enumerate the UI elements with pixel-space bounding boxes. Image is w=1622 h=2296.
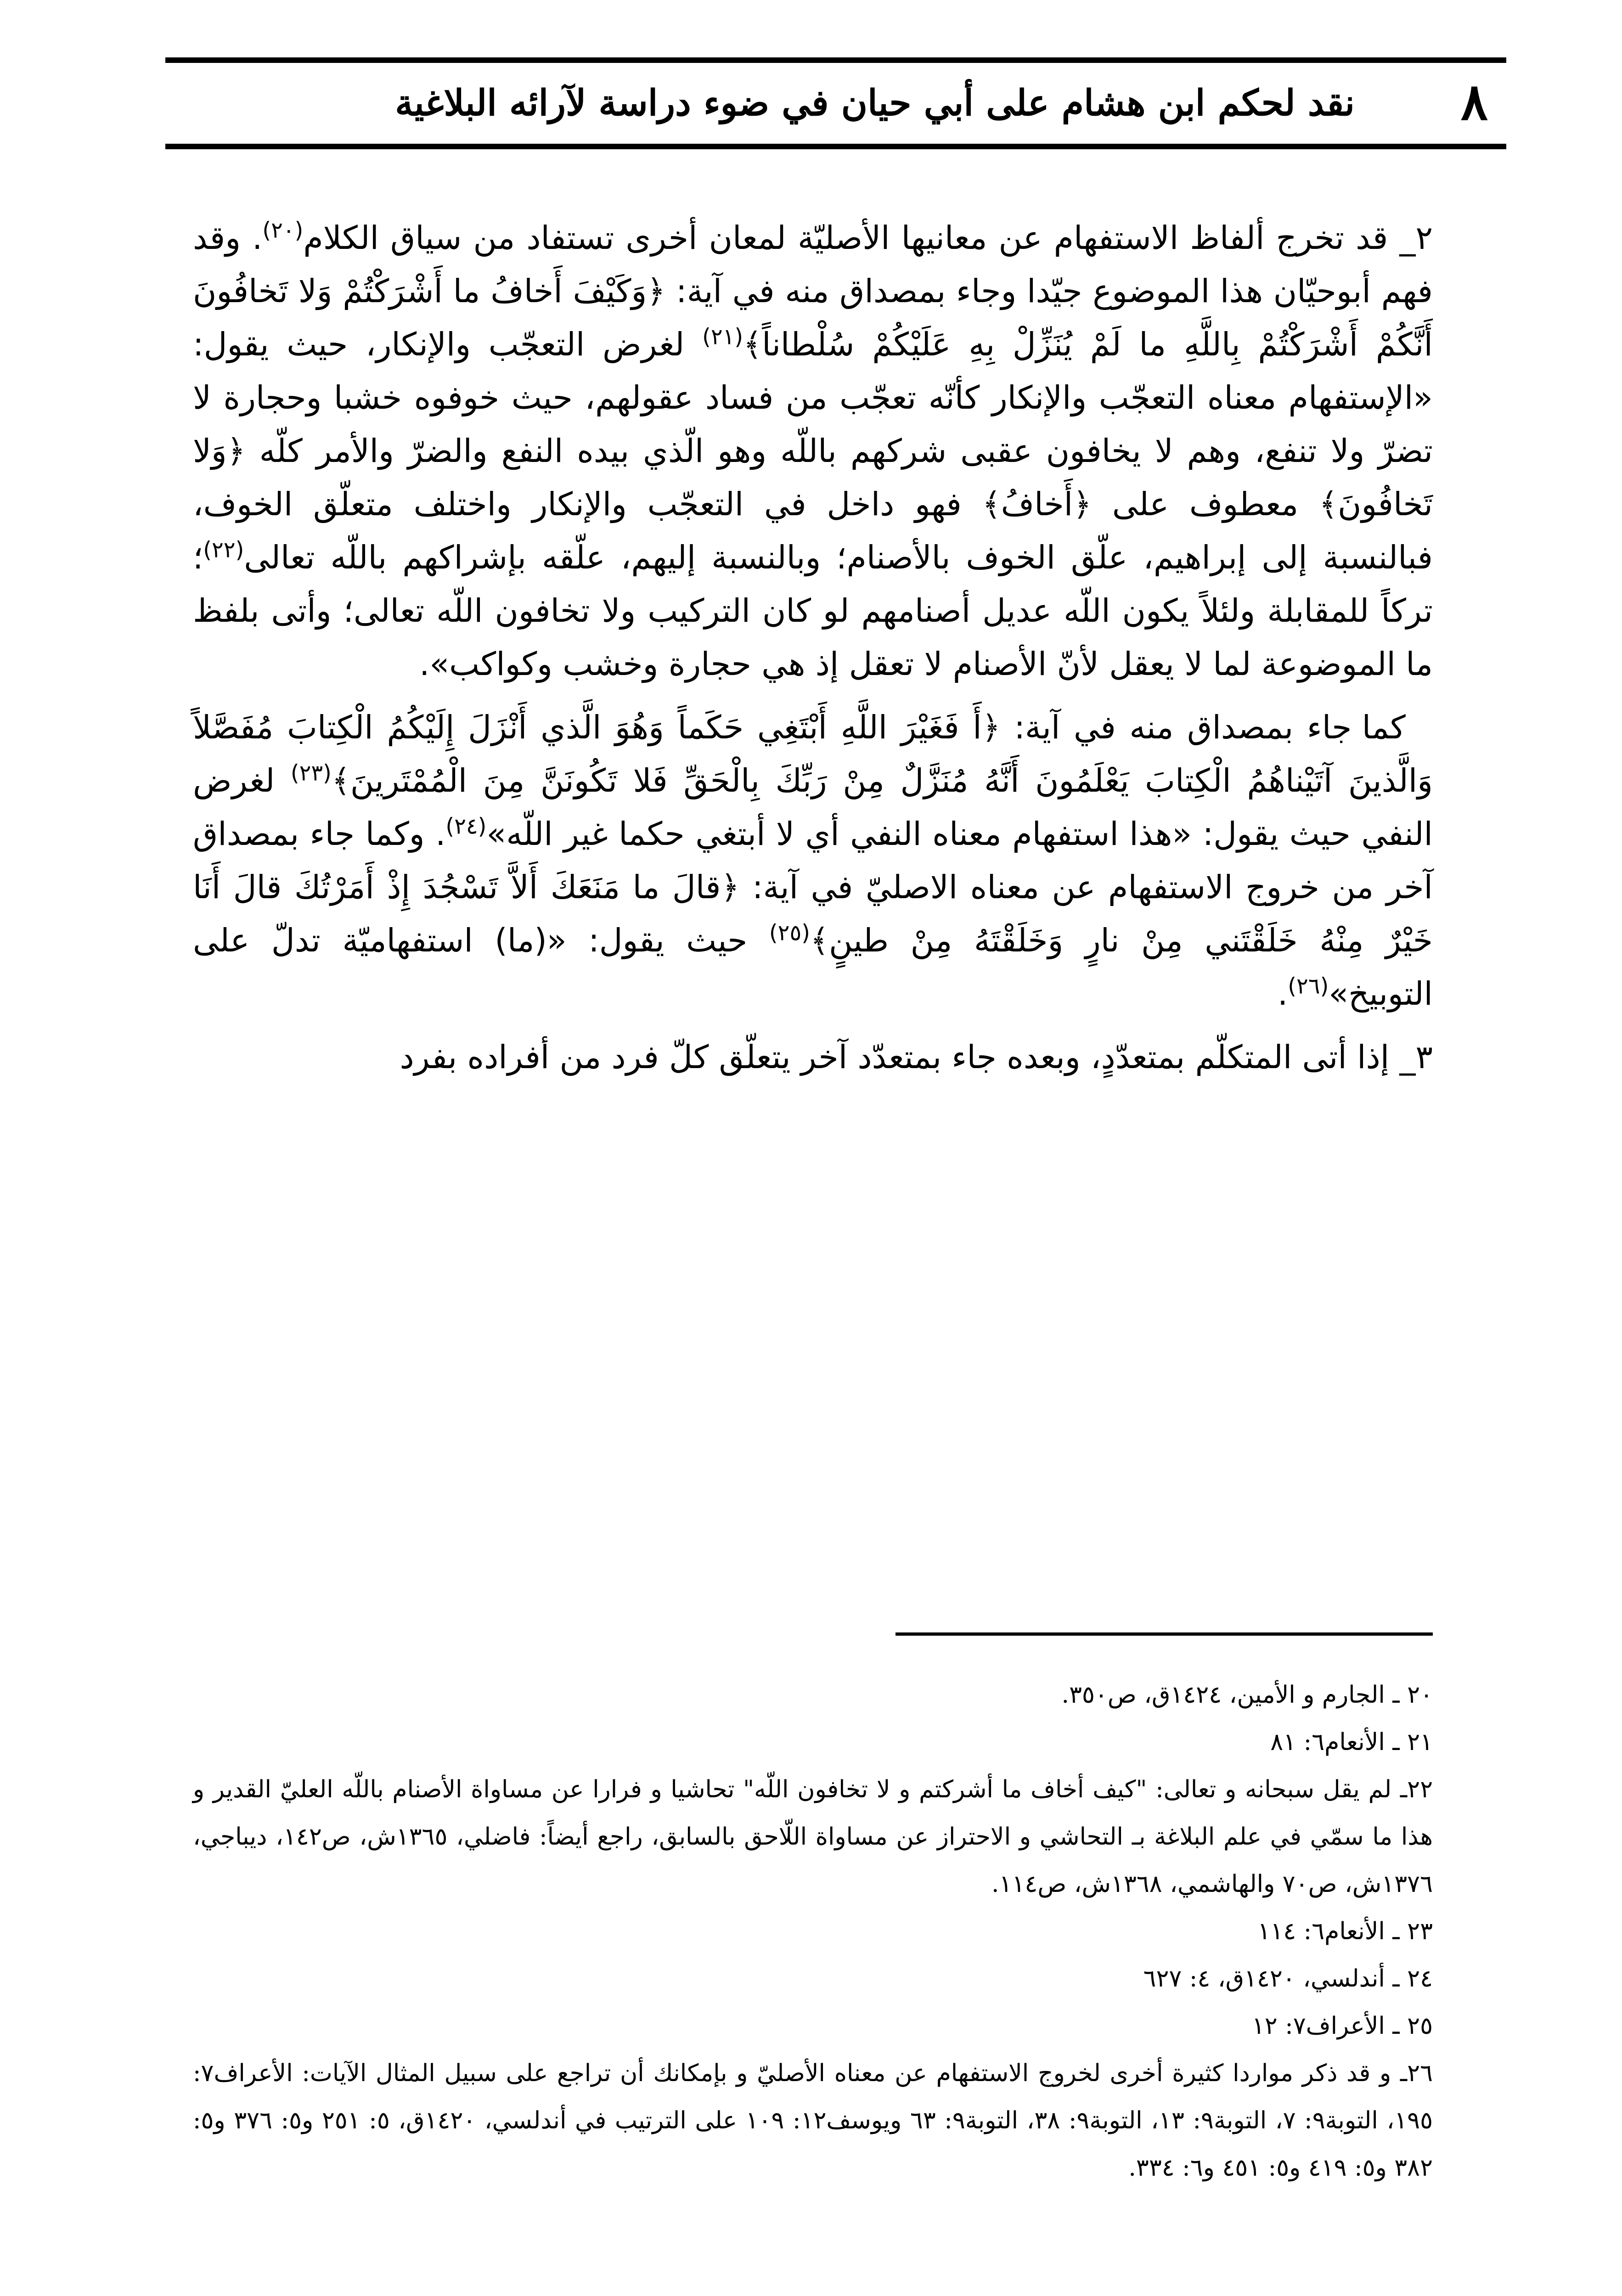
paragraph-2: [193, 211, 1433, 691]
paragraph-2-cont-text-b: لغرض النفي حيث يقول: «هذا استفهام معناه النفي أي لا أبتغي حكما غير اللّه»: [193, 762, 1433, 853]
footnote-22: ٢٢ـ لم يقل سبحانه و تعالى: "كيف أخاف ما أشركتم و لا تخافون اللّه" تحاشيا و فرارا عن مساواة الأصنام باللّه العليّ القدير و هذا ما سمّي في علم البلاغة بـ التحاشي و الاحتراز عن مساواة اللّاحق بالسابق، راجع أيضاً: فاضلي، ١٣٦٥ش، ص١٤٢، ديباجي، ١٣٧٦ش، ص٧٠ والهاشمي، ١٣٦٨ش، ص١١٤.: [193, 1776, 1433, 1898]
footnote-ref-21[interactable]: (٢١): [702, 324, 743, 350]
paragraph-2-text-b: . وقد فهم أبوحيّان هذا الموضوع جيّدا وجاء بمصداق منه في آية: ﴿وَكَيْفَ أَخافُ ما أَشْرَكْتُمْ وَلا تَخافُونَ أَنَّكُمْ أَشْرَكْتُمْ بِاللَّهِ ما لَمْ يُنَزِّلْ بِهِ عَلَيْكُمْ سُلْطاناً﴾: [193, 219, 1433, 363]
footnote-ref-22[interactable]: (٢٢): [203, 537, 244, 563]
paragraph-3: [193, 1030, 1433, 1084]
footnotes: [193, 1671, 1433, 2192]
page-header: [165, 57, 1506, 149]
paragraph-2-cont-text-d: حيث يقول: «(ما) استفهاميّة تدلّ على التوبيخ»: [193, 922, 1433, 1013]
footnote-20: ٢٠ ـ الجارم و الأمين، ١٤٢٤ق، ص٣٥٠.: [1061, 1681, 1433, 1709]
paragraph-2-cont-text-e: .: [1278, 975, 1288, 1013]
paragraph-2-text-a: ٢_ قد تخرج ألفاظ الاستفهام عن معانيها الأصليّة لمعان أخرى تستفاد من سياق الكلام: [303, 219, 1433, 257]
paragraph-2-text-c: لغرض التعجّب والإنكار، حيث يقول: «الإستفهام معناه التعجّب والإنكار كأنّه تعجّب من فساد عقولهم، حيث خوفوه خشبا وحجارة لا تضرّ ولا تنفع، وهم لا يخافون عقبى شركهم باللّه وهو الّذي بيده النفع والضرّ والأمر كلّه ﴿وَلا تَخافُونَ﴾ معطوف على ﴿أَخافُ﴾ فهو داخل في التعجّب والإنكار واختلف متعلّق الخوف، فبالنسبة إلى إبراهيم، علّق الخوف بالأصنام؛ وبالنسبة إليهم، علّقه بإشراكهم باللّه تعالى: [193, 326, 1433, 576]
paragraph-3-text: ٣_ إذا أتى المتكلّم بمتعدّدٍ، وبعده جاء بمتعدّد آخر يتعلّق كلّ فرد من أفراده بفرد: [400, 1038, 1433, 1076]
footnote-26: ٢٦ـ و قد ذكر مواردا كثيرة أخرى لخروج الاستفهام عن معناه الأصليّ و بإمكانك أن تراجع على سبيل المثال الآيات: الأعراف٧: ١٩٥، التوبة٩: ٧، التوبة٩: ١٣، التوبة٩: ٣٨، التوبة٩: ٦٣ ويوسف١٢: ١٠٩ على الترتيب في أندلسي، ١٤٢٠ق، ٥: ٢٥١ و٥: ٣٧٦ و٥: ٣٨٢ و٥: ٤١٩ و٥: ٤٥١ و٦: ٣٣٤.: [193, 2060, 1433, 2182]
footnote-23: ٢٣ ـ الأنعام٦: ١١٤: [1257, 1918, 1433, 1945]
footnote-ref-25[interactable]: (٢٥): [769, 920, 810, 946]
footnote-divider: [895, 1632, 1433, 1636]
footnote-ref-23[interactable]: (٢٣): [290, 760, 332, 786]
page-number: ٨: [1460, 72, 1488, 131]
paragraph-2-cont-text-a: كما جاء بمصداق منه في آية: ﴿أَ فَغَيْرَ اللَّهِ أَبْتَغِي حَكَماً وَهُوَ الَّذي أَنْزَلَ إِلَيْكُمُ الْكِتابَ مُفَصَّلاً وَالَّذينَ آتَيْناهُمُ الْكِتابَ يَعْلَمُونَ أَنَّهُ مُنَزَّلٌ مِنْ رَبِّكَ بِالْحَقِّ فَلا تَكُونَنَّ مِنَ الْمُمْتَرينَ﴾: [193, 709, 1433, 799]
paragraph-2-continued: [193, 701, 1433, 1020]
running-title: نقد لحكم ابن هشام على أبي حيان في ضوء دراسة لآرائه البلاغية: [395, 82, 1355, 124]
footnote-24: ٢٤ ـ أندلسي، ١٤٢٠ق، ٤: ٦٢٧: [1143, 1965, 1433, 1992]
footnote-21: ٢١ ـ الأنعام٦: ٨١: [1270, 1728, 1433, 1756]
footnote-25: ٢٥ ـ الأعراف٧: ١٢: [1251, 2012, 1433, 2040]
main-text: [193, 211, 1433, 1094]
footnote-ref-20[interactable]: (٢٠): [262, 217, 304, 243]
footnote-ref-24[interactable]: (٢٤): [445, 813, 487, 839]
paragraph-2-text-d: ؛ تركاً للمقابلة ولئلاً يكون اللّه عديل أصنامهم لو كان التركيب ولا تخافون اللّه تعالى؛ وأتى بلفظ ما الموضوعة لما لا يعقل لأنّ الأصنام لا تعقل إذ هي حجارة وخشب وكواكب».: [193, 539, 1433, 683]
footnote-ref-26[interactable]: (٢٦): [1288, 973, 1329, 999]
paragraph-2-cont-text-c: . وكما جاء بمصداق آخر من خروج الاستفهام عن معناه الاصليّ في آية: ﴿قالَ ما مَنَعَكَ أَلاَّ تَسْجُدَ إِذْ أَمَرْتُكَ قالَ أَنَا خَيْرٌ مِنْهُ خَلَقْتَني مِنْ نارٍ وَخَلَقْتَهُ مِنْ طينٍ﴾: [193, 815, 1433, 959]
